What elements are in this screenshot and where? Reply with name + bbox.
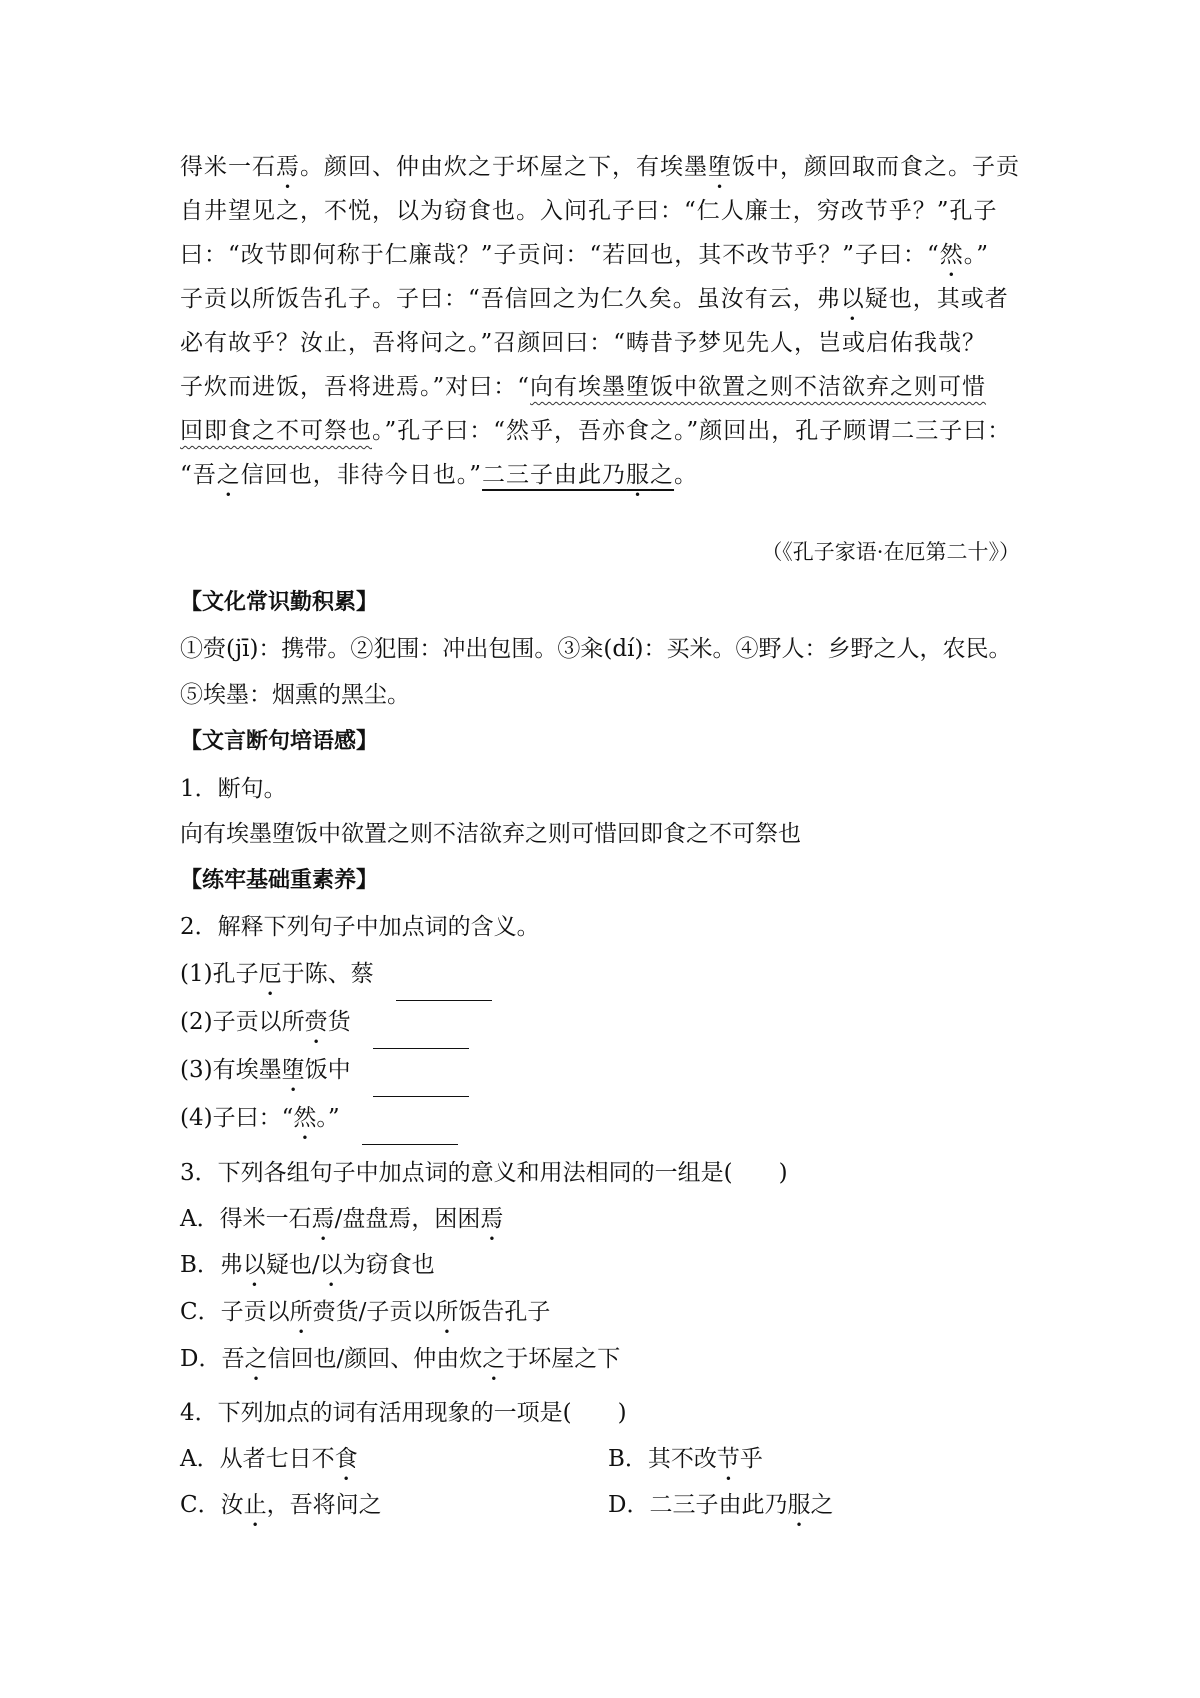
dotted-word: 然 xyxy=(939,242,964,268)
q4-option-b[interactable]: B．其不改节乎 xyxy=(608,1446,763,1472)
q4-row-2 xyxy=(180,1486,1020,1532)
question-2: 2．解释下列句子中加点词的含义。 xyxy=(180,914,540,940)
passage-line-6: 子炊而进饭，吾将进焉。”对曰：“向有埃墨堕饭中欲置之则不洁欲弃之则可惜 xyxy=(180,374,987,400)
dotted-word: 焉 xyxy=(480,1206,504,1232)
q2-item-4: (4)子曰：“然。” xyxy=(180,1099,1020,1145)
q3-option-b[interactable]: B．弗以疑也/以为窃食也 xyxy=(180,1252,435,1278)
dotted-word: 以 xyxy=(840,286,865,312)
wavy-underlined-text: 回即食之不可祭也 xyxy=(180,418,372,444)
q2-item-2: (2)子贡以所赍货 xyxy=(180,1003,1020,1049)
source-citation: （《孔子家语·在厄第二十》） xyxy=(761,540,1020,564)
dotted-word: 以 xyxy=(319,1252,343,1278)
q3-option-d[interactable]: D．吾之信回也/颜回、仲由炊之于坏屋之下 xyxy=(180,1346,621,1372)
dotted-word: 以 xyxy=(242,1252,266,1278)
dotted-word: 焉 xyxy=(276,154,300,180)
wavy-underlined-text: 向有埃墨堕饭中欲置之则不洁欲弃之则可惜 xyxy=(530,374,987,400)
answer-blank[interactable] xyxy=(362,1122,458,1145)
dotted-word: 厄 xyxy=(258,961,282,987)
dotted-word: 然 xyxy=(293,1105,317,1131)
q4-option-d[interactable]: D．二三子由此乃服之 xyxy=(608,1492,834,1518)
passage-line-1: 得米一石焉。颜回、仲由炊之于坏屋之下，有埃墨堕饭中，颜回取而食之。子贡 xyxy=(180,154,1020,180)
culture-notes-line-1: ①赍(jī)：携带。②犯围：冲出包围。③籴(dí)：买米。④野人：乡野之人，农民。 xyxy=(180,636,1012,662)
passage-line-4: 子贡以所饭告孔子。子曰：“吾信回之为仁久矣。虽汝有云，弗以疑也，其或者 xyxy=(180,286,1009,312)
answer-blank[interactable] xyxy=(373,1026,469,1049)
passage-line-3: 曰：“改节即何称于仁廉哉？”子贡问：“若回也，其不改节乎？”子曰：“然。” xyxy=(180,242,990,268)
punct-heading: 【文言断句培语感】 xyxy=(180,729,379,754)
q4-option-a[interactable]: A．从者七日不食 xyxy=(180,1446,358,1472)
dotted-word: 节 xyxy=(716,1446,740,1472)
q3-option-c[interactable]: C．子贡以所赍货/子贡以所饭告孔子 xyxy=(180,1299,551,1325)
basics-heading: 【练牢基础重素养】 xyxy=(180,868,379,893)
dotted-word: 所 xyxy=(289,1299,313,1325)
punct-text: 向有埃墨堕饭中欲置之则不洁欲弃之则可惜回即食之不可祭也 xyxy=(180,821,801,847)
dotted-word: 之 xyxy=(216,462,241,488)
passage-line-5: 必有故乎？汝止，吾将问之。”召颜回曰：“畴昔予梦见先人，岂或启佑我哉？ xyxy=(180,330,987,356)
question-4: 4．下列加点的词有活用现象的一项是( ) xyxy=(180,1400,627,1426)
dotted-word: 服 xyxy=(626,462,651,488)
dotted-word: 之 xyxy=(482,1346,506,1372)
passage-line-7: 回即食之不可祭也。”孔子曰：“然乎，吾亦食之。”颜回出，孔子顾谓二三子曰： xyxy=(180,418,1012,444)
dotted-word: 之 xyxy=(244,1346,268,1372)
q2-item-3: (3)有埃墨堕饭中 xyxy=(180,1051,1020,1097)
dotted-word: 赍 xyxy=(304,1009,328,1035)
dotted-word: 食 xyxy=(334,1446,358,1472)
dotted-word: 焉 xyxy=(311,1206,335,1232)
answer-blank[interactable] xyxy=(373,1074,469,1097)
dotted-word: 所 xyxy=(435,1299,459,1325)
q4-row-1 xyxy=(180,1440,1020,1486)
q4-option-c[interactable]: C．汝止，吾将问之 xyxy=(180,1492,382,1518)
dotted-word: 服 xyxy=(787,1492,811,1518)
dotted-word: 堕 xyxy=(708,154,732,180)
question-3: 3．下列各组句子中加点词的意义和用法相同的一组是( ) xyxy=(180,1160,788,1186)
underlined-text: 二三子由此乃服之 xyxy=(482,462,675,488)
answer-blank[interactable] xyxy=(396,978,492,1001)
dotted-word: 堕 xyxy=(281,1057,305,1083)
question-1: 1．断句。 xyxy=(180,776,287,802)
dotted-word: 止 xyxy=(243,1492,267,1518)
passage-line-2: 自井望见之，不悦，以为窃食也。入问孔子曰：“仁人廉士，穷改节乎？”孔子 xyxy=(180,198,998,224)
culture-heading: 【文化常识勤积累】 xyxy=(180,590,379,615)
culture-notes-line-2: ⑤埃墨：烟熏的黑尘。 xyxy=(180,682,410,708)
passage-line-8: “吾之信回也，非待今日也。”二三子由此乃服之。 xyxy=(180,462,699,488)
q3-option-a[interactable]: A．得米一石焉/盘盘焉，困困焉 xyxy=(180,1206,504,1232)
q2-item-1: (1)孔子厄于陈、蔡 xyxy=(180,955,1020,1001)
